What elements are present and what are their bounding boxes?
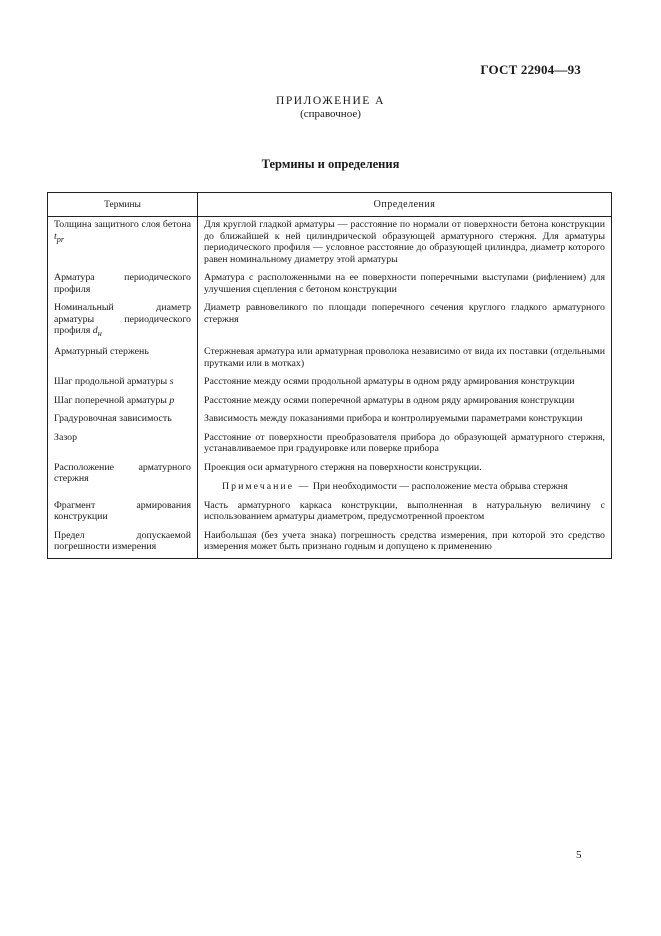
table-row [48, 528, 612, 559]
term-text: Толщина защитного слоя бетона [54, 219, 191, 230]
definition-cell: Расстояние между осями поперечной арматуры в одном ряду армирования конструкции [198, 393, 612, 412]
term-cell: Арматурный стержень [54, 346, 149, 358]
table-row [48, 393, 612, 412]
term-text: Номинальный диаметр арматуры периодического профиля [54, 302, 191, 336]
definition-cell: Наибольшая (без учета знака) погрешность средства измерения, при которой это средство измерения может быть признано годным и допущено к применению [198, 528, 612, 559]
header-definitions: Определения [198, 193, 612, 217]
definition-cell: Расстояние от поверхности преобразователя прибора до образующей арматурного стержня, устанавливаемое при градуировке или поверке прибора [198, 430, 612, 460]
note [204, 481, 605, 493]
term-cell: Фрагмент армирования конструкции [54, 499, 191, 523]
term-symbol: р [169, 394, 175, 406]
term-symbol: s [169, 376, 174, 388]
table-row [48, 217, 612, 271]
definition-cell: Стержневая арматура или арматурная проволока независимо от вида их поставки (отдельными прутками или в мотках) [198, 344, 612, 374]
term-symbol-subscript: pr [56, 234, 65, 244]
definition-cell: Часть арматурного каркаса конструкции, выполненная в натуральную величину с использованием арматуры диаметром, предусмотренной проектом [198, 498, 612, 528]
table-row [48, 270, 612, 300]
definition-cell [198, 460, 612, 498]
term-symbol-subscript: н [97, 328, 102, 338]
term-cell [48, 300, 198, 344]
term-cell: Градуровочная зависимость [54, 413, 172, 425]
term-cell [48, 217, 198, 271]
table-title: Термины и определения [261, 157, 400, 171]
definition-text: Проекция оси арматурного стержня на поверхности конструкции. [204, 461, 482, 473]
table-row [48, 374, 612, 393]
definition-cell: Диаметр равновеликого по площади поперечного сечения круглого гладкого арматурного стержня [198, 300, 612, 344]
definition-cell: Зависимость между показаниями прибора и контролируемыми параметрами конструкции [198, 411, 612, 430]
page-number: 5 [576, 849, 582, 861]
term-cell: Зазор [54, 431, 78, 443]
header-terms: Термины [48, 193, 198, 217]
table-header-row [48, 193, 612, 217]
term-cell [48, 393, 198, 412]
definition-cell: Арматура с расположенными на ее поверхности поперечными выступами (рифлением) для улучшения сцепления с бетоном конструкции [198, 270, 612, 300]
table-row [48, 344, 612, 374]
appendix-subtitle: (справочное) [300, 108, 361, 120]
note-text: При необходимости — расположение места обрыва стержня [312, 481, 568, 493]
table-row [48, 498, 612, 528]
table-row [48, 300, 612, 344]
term-text: Шаг поперечной арматуры [54, 394, 167, 406]
definition-cell: Для круглой гладкой арматуры — расстояние по нормали от поверхности бетона конструкции до ближайшей к ней цилиндрической образующей арматурного стержня. Для арматуры периодического профиля — условное расстояние до образующей цилиндра, диаметр которого равен номинальному диаметру этой арматуры [198, 217, 612, 271]
term-text: Шаг продольной арматуры [54, 376, 168, 388]
appendix-title: ПРИЛОЖЕНИЕ А [276, 95, 385, 107]
table-row [48, 460, 612, 498]
note-label: Примечание — [222, 481, 311, 493]
term-symbol: t [54, 230, 57, 242]
table-row [48, 430, 612, 460]
term-cell: Предел допускаемой погрешности измерения [54, 529, 191, 553]
terms-table [47, 192, 612, 559]
standard-designation: ГОСТ 22904—93 [480, 62, 581, 77]
term-symbol: d [92, 325, 98, 336]
definition-cell: Расстояние между осями продольной арматуры в одном ряду армирования конструкции [198, 374, 612, 393]
term-cell: Расположение арматурного стержня [54, 461, 191, 485]
term-cell: Арматура периодического профиля [54, 272, 191, 295]
term-cell [48, 374, 198, 393]
table-row [48, 411, 612, 430]
